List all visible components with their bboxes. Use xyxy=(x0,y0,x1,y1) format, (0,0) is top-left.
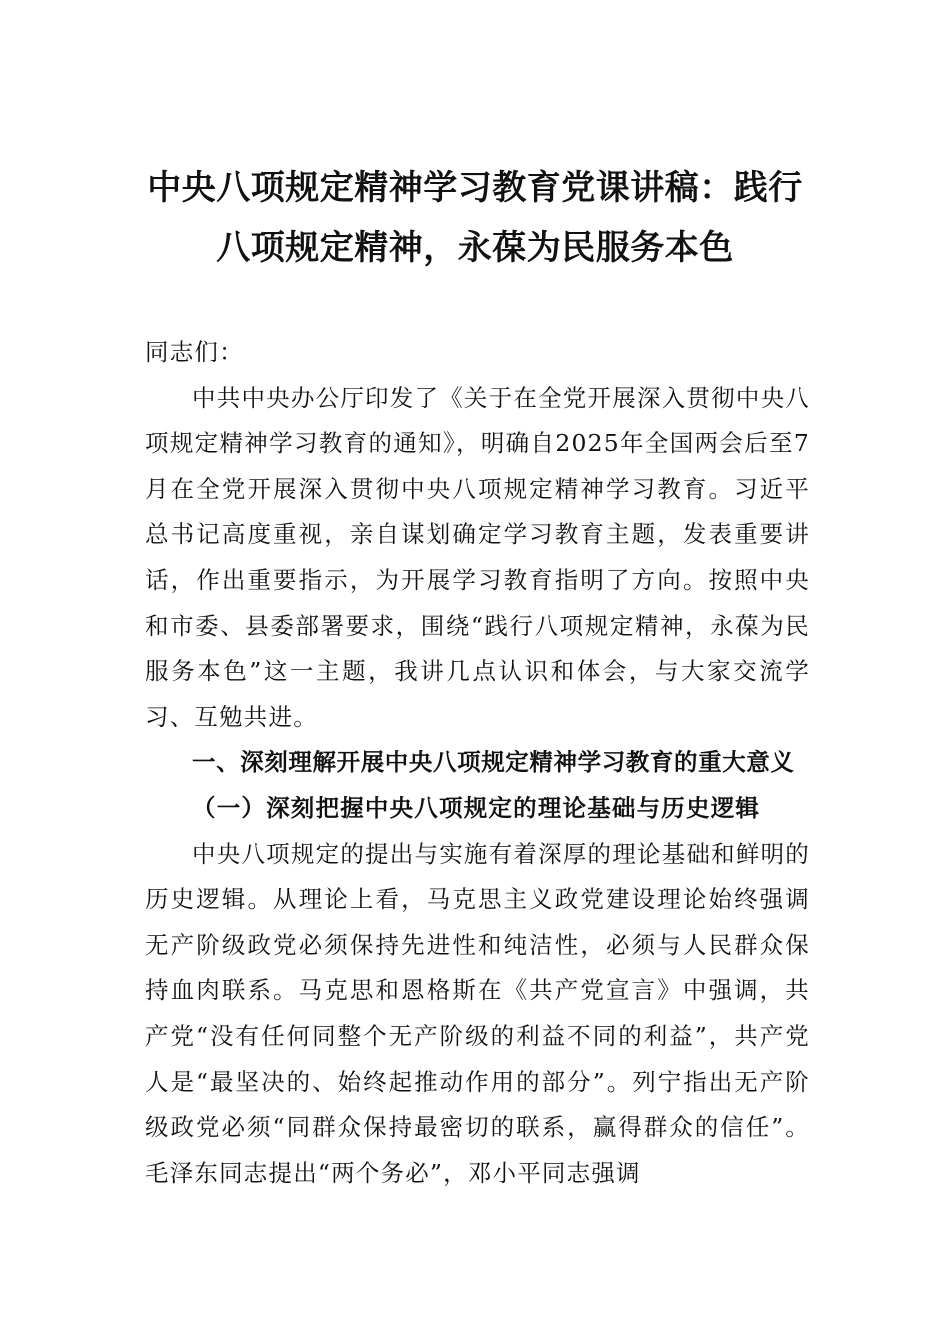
subsection-paragraph-1: 中央八项规定的提出与实施有着深厚的理论基础和鲜明的历史逻辑。从理论上看，马克思主义政党建设理论始终强调无产阶级政党必须保持先进性和纯洁性，必须与人民群众保持血肉联系。马克思和恩格斯在《共产党宣言》中强调，共产党“没有任何同整个无产阶级的利益不同的利益”，共产党人是“最坚决的、始终起推动作用的部分”。列宁指出无产阶级政党必须“同群众保持最密切的联系，赢得群众的信任”。毛泽东同志提出“两个务必”，邓小平同志强调 xyxy=(145,839,810,1187)
salutation: 同志们： xyxy=(145,338,244,366)
intro-paragraph: 中共中央办公厅印发了《关于在全党开展深入贯彻中央八项规定精神学习教育的通知》，明确自2025年全国两会后至7月在全党开展深入贯彻中央八项规定精神学习教育。习近平总书记高度重视，亲自谋划确定学习教育主题，发表重要讲话，作出重要指示，为开展学习教育指明了方向。按照中央和市委、县委部署要求，围绕“践行八项规定精神，永葆为民服务本色”这一主题，我讲几点认识和体会，与大家交流学习、互勉共进。 xyxy=(145,383,810,731)
section-heading-1: 一、深刻理解开展中央八项规定精神学习教育的重大意义 xyxy=(192,748,795,777)
subsection-heading-1: （一）深刻把握中央八项规定的理论基础与历史逻辑 xyxy=(192,793,761,822)
document-title: 中央八项规定精神学习教育党课讲稿：践行八项规定精神，永葆为民服务本色 xyxy=(147,168,803,268)
document-body xyxy=(145,330,810,1196)
